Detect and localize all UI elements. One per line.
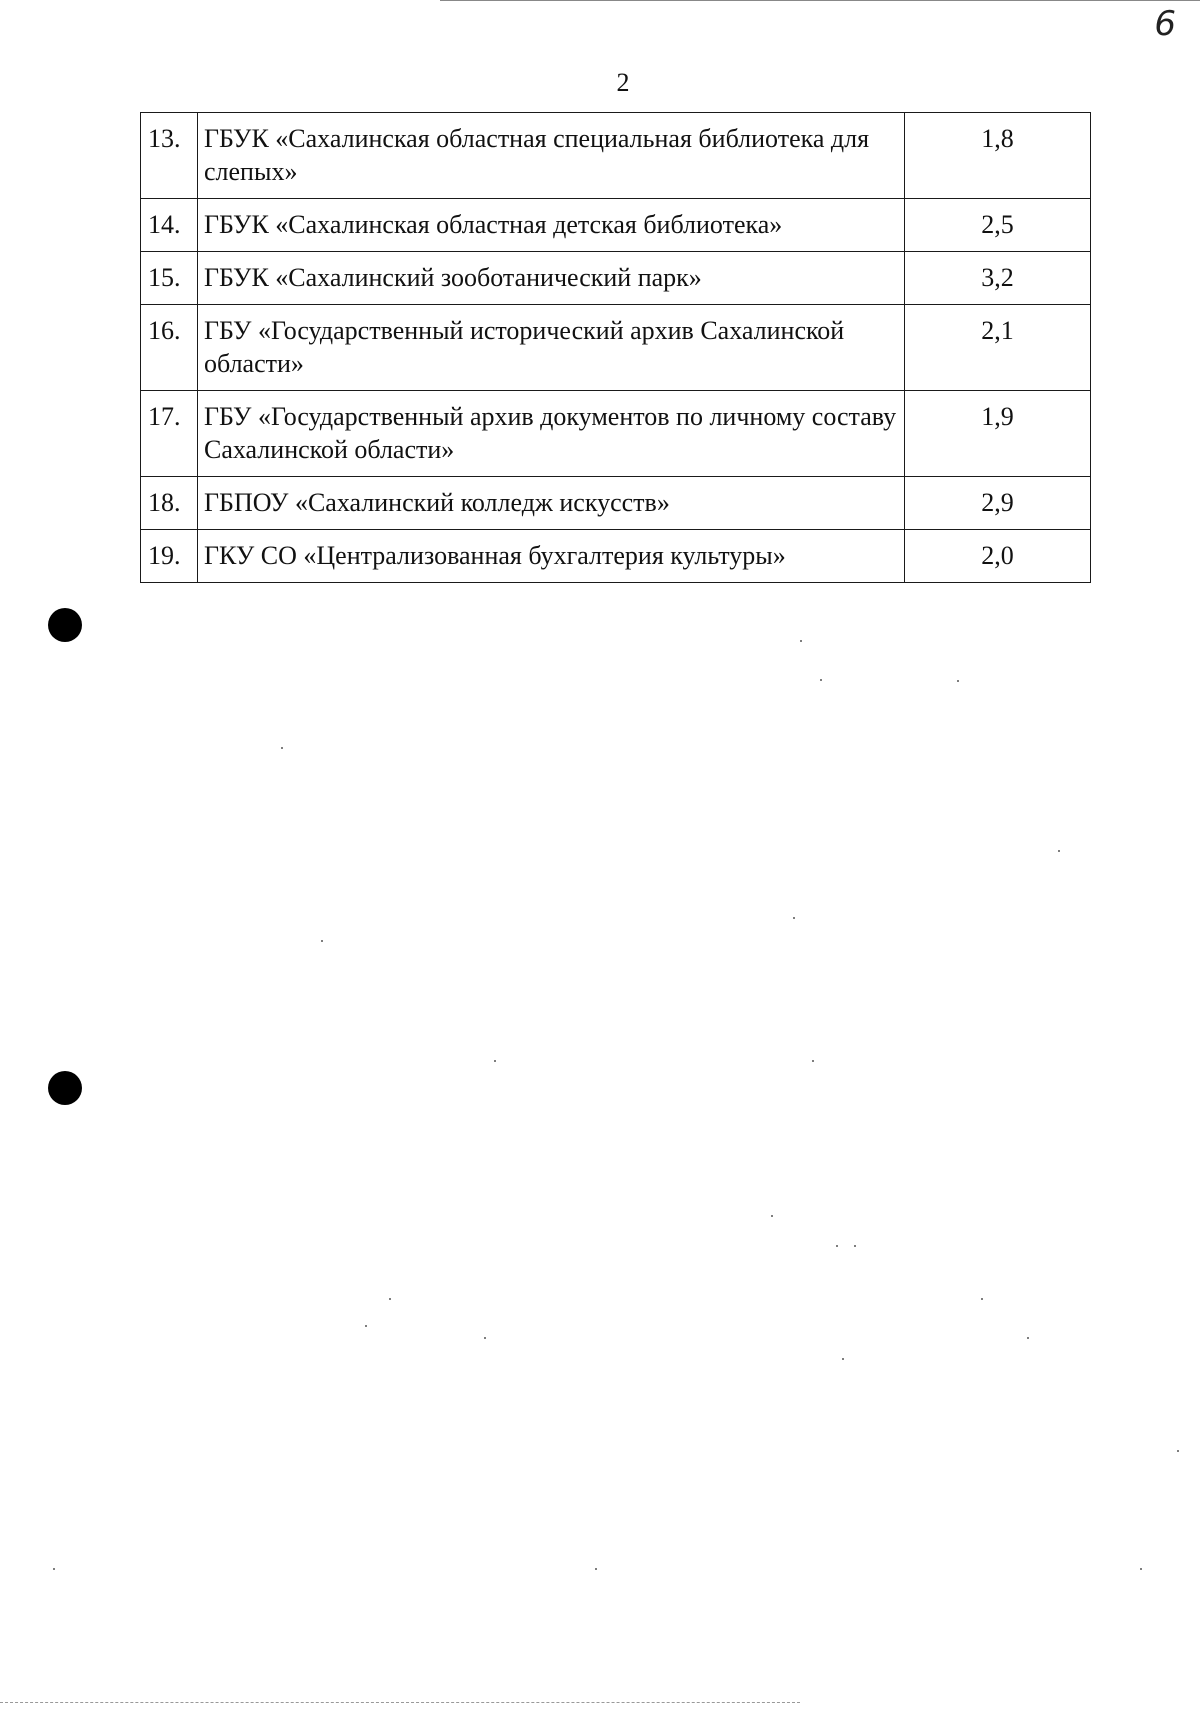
scan-speck — [494, 1060, 496, 1062]
row-number: 15. — [141, 252, 198, 305]
scan-speck — [321, 940, 323, 942]
scan-speck — [842, 1358, 844, 1360]
scan-speck — [854, 1245, 856, 1247]
scan-speck — [820, 679, 822, 681]
institution-name: ГБУК «Сахалинская областная детская библиотека» — [198, 199, 905, 252]
row-value: 2,5 — [905, 199, 1091, 252]
page-number: 2 — [616, 68, 630, 97]
row-number: 16. — [141, 305, 198, 391]
row-value: 2,9 — [905, 477, 1091, 530]
scan-speck — [793, 917, 795, 919]
scan-speck — [800, 640, 802, 642]
scan-speck — [595, 1568, 597, 1570]
scan-speck — [53, 1568, 55, 1570]
scan-edge-line-top — [440, 0, 1200, 1]
row-number: 14. — [141, 199, 198, 252]
row-value: 3,2 — [905, 252, 1091, 305]
punch-hole-bottom — [48, 1071, 82, 1105]
table-row — [141, 199, 1091, 252]
institution-name: ГБУК «Сахалинский зооботанический парк» — [198, 252, 905, 305]
table-row — [141, 530, 1091, 583]
handwritten-sheet-number: 6 — [1154, 4, 1176, 44]
scan-speck — [484, 1337, 486, 1339]
institution-name: ГКУ СО «Централизованная бухгалтерия культуры» — [198, 530, 905, 583]
table-row — [141, 305, 1091, 391]
scan-speck — [365, 1325, 367, 1327]
scan-speck — [836, 1245, 838, 1247]
institution-name: ГБУ «Государственный исторический архив Сахалинской области» — [198, 305, 905, 391]
punch-hole-top — [48, 608, 82, 642]
row-number: 17. — [141, 391, 198, 477]
table-row — [141, 252, 1091, 305]
scan-speck — [281, 747, 283, 749]
scan-edge-line-bottom — [0, 1702, 800, 1704]
scan-speck — [1027, 1337, 1029, 1339]
row-number: 13. — [141, 113, 198, 199]
row-value: 2,1 — [905, 305, 1091, 391]
scan-speck — [1177, 1450, 1179, 1452]
row-number: 19. — [141, 530, 198, 583]
table-row — [141, 113, 1091, 199]
row-value: 1,9 — [905, 391, 1091, 477]
row-value: 1,8 — [905, 113, 1091, 199]
institution-name: ГБУК «Сахалинская областная специальная библиотека для слепых» — [198, 113, 905, 199]
scan-speck — [812, 1060, 814, 1062]
scan-speck — [1058, 850, 1060, 852]
table-row — [141, 477, 1091, 530]
scan-speck — [957, 680, 959, 682]
scan-speck — [771, 1215, 773, 1217]
table-row — [141, 391, 1091, 477]
institutions-table — [140, 112, 1091, 583]
scan-speck — [389, 1298, 391, 1300]
scan-speck — [1140, 1568, 1142, 1570]
institution-name: ГБУ «Государственный архив документов по личному составу Сахалинской области» — [198, 391, 905, 477]
row-number: 18. — [141, 477, 198, 530]
institution-name: ГБПОУ «Сахалинский колледж искусств» — [198, 477, 905, 530]
scan-speck — [981, 1298, 983, 1300]
row-value: 2,0 — [905, 530, 1091, 583]
